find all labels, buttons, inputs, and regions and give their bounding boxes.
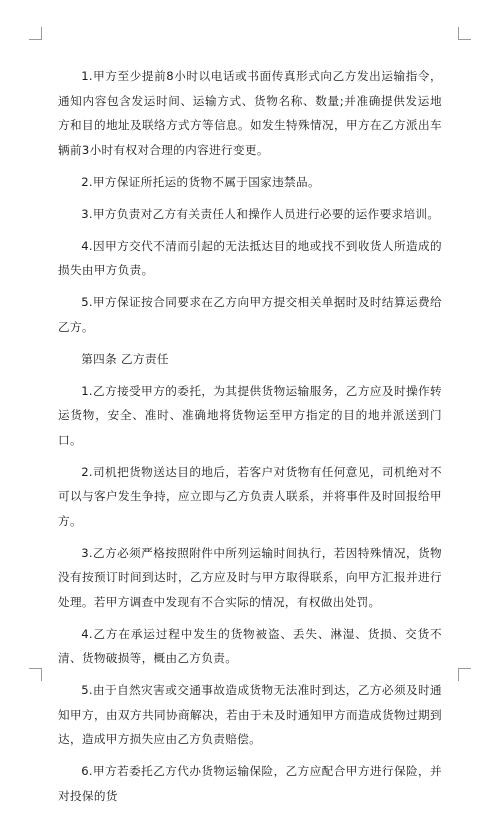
paragraph-party-b-clause-5: 5.由于自然灾害或交通事故造成货物无法准时到达，乙方必须及时通知甲方，由双方共同协商解决，若由于未及时通知甲方而造成货物过期到达，造成甲方损失应由乙方负责赔偿。 <box>58 683 442 746</box>
paragraph-party-b-clause-6: 6.甲方若委托乙方代办货物运输保险，乙方应配合甲方进行保险，并对投保的货 <box>58 764 442 803</box>
paragraph-party-b-clause-2: 2.司机把货物送达目的地后，若客户对货物有任何意见，司机绝对不可以与客户发生争持，应立即与乙方负责人联系，并将事件及时回报给甲方。 <box>58 464 442 528</box>
crop-mark-bottom-left <box>29 668 42 681</box>
paragraph-party-a-clause-1: 1.甲方至少提前8小时以电话或书面传真形式向乙方发出运输指令，通知内容包含发运时间、运输方式、货物名称、数量;并准确提供发运地方和目的地址及联络方式方等信息。如发生特殊情况，甲方在乙方派出车辆前3小时有权对合理的内容进行变更。 <box>58 69 442 157</box>
paragraph-party-b-clause-3: 3.乙方必须严格按照附件中所列运输时间执行，若因特殊情况，货物没有按预订时间到达时，乙方应及时与甲方取得联系，向甲方汇报并进行处理。若甲方调查中发现有不合实际的情况，有权做出处罚。 <box>58 545 442 609</box>
paragraph-party-a-clause-4: 4.因甲方交代不清而引起的无法抵达目的地或找不到收货人所造成的损失由甲方负责。 <box>58 238 442 277</box>
section-heading-article-4: 第四条 乙方责任 <box>81 351 169 366</box>
paragraph-party-a-clause-5: 5.甲方保证按合同要求在乙方向甲方提交相关单据时及时结算运费给乙方。 <box>58 295 442 334</box>
crop-mark-top-right <box>458 27 471 40</box>
document-body <box>58 64 442 816</box>
paragraph-party-a-clause-3: 3.甲方负责对乙方有关责任人和操作人员进行必要的运作要求培训。 <box>81 206 440 221</box>
crop-mark-bottom-right <box>458 668 471 681</box>
crop-mark-top-left <box>29 27 42 40</box>
paragraph-party-a-clause-2: 2.甲方保证所托运的货物不属于国家违禁品。 <box>81 174 320 189</box>
paragraph-party-b-clause-1: 1.乙方接受甲方的委托，为其提供货物运输服务，乙方应及时操作转运货物，安全、准时、准确地将货物运至甲方指定的目的地并派送到门口。 <box>58 383 442 447</box>
paragraph-party-b-clause-4: 4.乙方在承运过程中发生的货物被盗、丢失、淋湿、货损、交货不清、货物破损等，概由乙方负责。 <box>58 626 442 665</box>
